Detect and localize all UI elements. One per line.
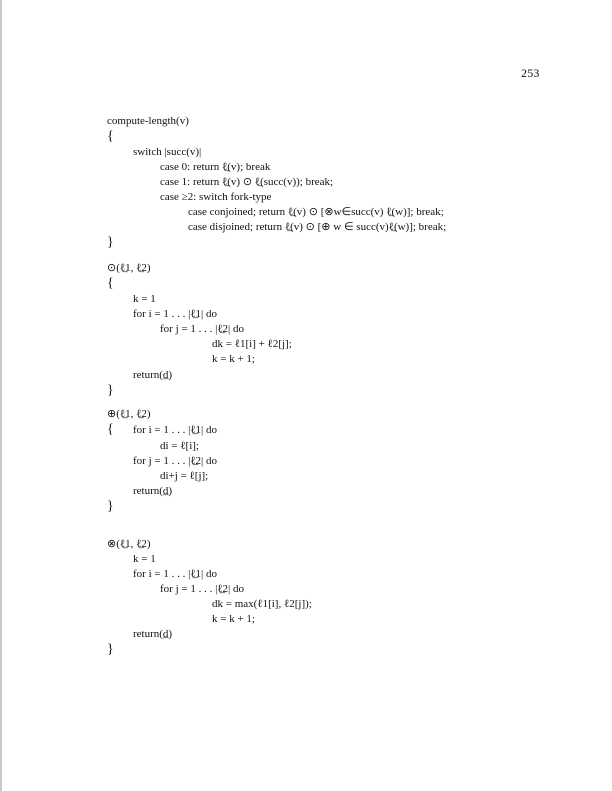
- loop-j: for j = 1 . . . |ℓ̲2| do: [133, 455, 218, 467]
- return-statement: return(d̲): [133, 369, 173, 381]
- assign-statement: dk = ℓ1[i] + ℓ2[j];: [212, 338, 292, 350]
- open-brace: {: [107, 129, 114, 144]
- increment-statement: k = k + 1;: [212, 613, 255, 625]
- open-brace: {: [107, 422, 114, 437]
- open-brace: {: [107, 276, 114, 291]
- switch-statement: switch |succ(v)|: [133, 146, 202, 158]
- init-statement: k = 1: [133, 553, 156, 565]
- case-disjoined: case disjoined; return ℓ̲(v) ⊙ [⊕ w ∈ succ(v)ℓ̲(w)]; break;: [188, 221, 447, 233]
- assign-statement: di = ℓ[i];: [160, 440, 199, 452]
- return-statement: return(d̲): [133, 628, 173, 640]
- loop-i: for i = 1 . . . |ℓ̲1| do: [133, 568, 218, 580]
- function-signature-odot: ⊙(ℓ̲1, ℓ̲2): [107, 262, 151, 274]
- case-zero: case 0: return ℓ̲(v); break: [160, 161, 271, 173]
- case-conjoined: case conjoined; return ℓ̲(v) ⊙ [⊗w∈succ(v) ℓ̲(w)]; break;: [188, 206, 444, 218]
- close-brace: }: [107, 642, 114, 657]
- assign-statement: dk = max(ℓ1[i], ℓ2[j]);: [212, 598, 312, 610]
- function-signature-otimes: ⊗(ℓ̲1, ℓ̲2): [107, 538, 151, 550]
- assign-statement: di+j = ℓ[j];: [160, 470, 209, 482]
- case-two-or-more: case ≥2: switch fork-type: [160, 191, 272, 203]
- loop-i: for i = 1 . . . |ℓ̲1| do: [133, 424, 218, 436]
- close-brace: }: [107, 499, 114, 514]
- case-one: case 1: return ℓ̲(v) ⊙ ℓ̲(succ(v)); break;: [160, 176, 334, 188]
- page-number: 253: [521, 66, 540, 80]
- init-statement: k = 1: [133, 293, 156, 305]
- return-statement: return(d̲): [133, 485, 173, 497]
- loop-i: for i = 1 . . . |ℓ̲1| do: [133, 308, 218, 320]
- loop-j: for j = 1 . . . |ℓ̲2| do: [160, 323, 245, 335]
- loop-j: for j = 1 . . . |ℓ̲2| do: [160, 583, 245, 595]
- close-brace: }: [107, 235, 114, 250]
- function-signature-oplus: ⊕(ℓ̲1, ℓ̲2): [107, 408, 151, 420]
- function-signature-compute-length: compute-length(v): [107, 115, 189, 127]
- increment-statement: k = k + 1;: [212, 353, 255, 365]
- close-brace: }: [107, 383, 114, 398]
